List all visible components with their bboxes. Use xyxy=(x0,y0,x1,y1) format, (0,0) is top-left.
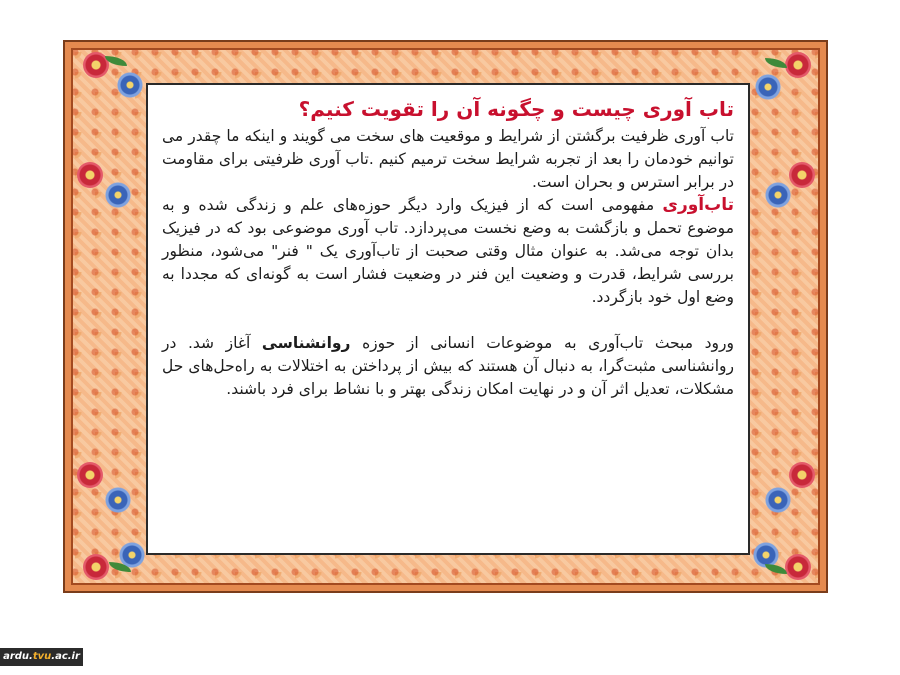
slide-title: تاب آوری چیست و چگونه آن را تقویت کنیم؟ xyxy=(298,97,734,121)
flower-ornament xyxy=(789,162,815,188)
flower-ornament xyxy=(77,162,103,188)
flower-ornament xyxy=(117,72,143,98)
flower-ornament xyxy=(77,462,103,488)
flower-ornament xyxy=(105,182,131,208)
badge-highlight: tvu xyxy=(32,651,52,662)
highlighted-term: تاب‌آوری xyxy=(662,195,734,215)
flower-ornament xyxy=(785,52,811,78)
content-panel xyxy=(146,83,750,555)
flower-ornament xyxy=(755,74,781,100)
badge-prefix: ardu. xyxy=(3,651,33,662)
paragraph-psychology-start: ورود مبحث تاب‌آوری به موضوعات انسانی از حوزه xyxy=(350,334,735,352)
paragraph-physics-text: مفهومی است که از فیزیک وارد دیگر حوزه‌های علم و زندگی شده و به موضوع تحمل و بازگشت به وضع نخست می‌پردازد. تاب آوری موضوعی بود که در فیزیک بدان توجه می‌شد. به عنوان مثال وقتی صحبت از تاب‌آوری یک " فنر" می‌شود، منظور بررسی شرایط، قدرت و وضعیت این فنر در وضعیت فشار است به گونه‌ای که مجددا به وضع اول خود بازگردد. xyxy=(162,196,734,306)
paragraph-spacer xyxy=(162,309,734,332)
badge-suffix: .ac.ir xyxy=(51,651,80,662)
leaf-ornament xyxy=(765,564,787,574)
site-badge[interactable] xyxy=(0,648,83,666)
paragraph-psychology xyxy=(162,332,734,401)
flower-ornament xyxy=(789,462,815,488)
leaf-ornament xyxy=(765,58,787,68)
flower-ornament xyxy=(765,487,791,513)
flower-ornament xyxy=(785,554,811,580)
paragraph-physics xyxy=(162,194,734,309)
flower-ornament xyxy=(83,554,109,580)
paragraph-psychology-text: آغاز شد. در روانشناسی مثبت‌گرا، به دنبال آن هستند که بیش از پرداختن به اختلالات به راه‌حل‌های حل مشکلات، تعدیل اثر آن و در نهایت امکان زندگی بهتر و با نشاط برای فرد باشند. xyxy=(162,334,734,398)
flower-ornament xyxy=(105,487,131,513)
flower-ornament xyxy=(765,182,791,208)
paragraph-definition: تاب آوری ظرفیت برگشتن از شرایط و موقعیت های سخت می گویند و اینکه ما چقدر می توانیم خودمان را بعد از تجربه شرایط سخت ترمیم کنیم .تاب آوری ظرفیتی برای مقاومت در برابر استرس و بحران است. xyxy=(162,127,734,191)
bold-term: روانشناسی xyxy=(261,334,351,352)
